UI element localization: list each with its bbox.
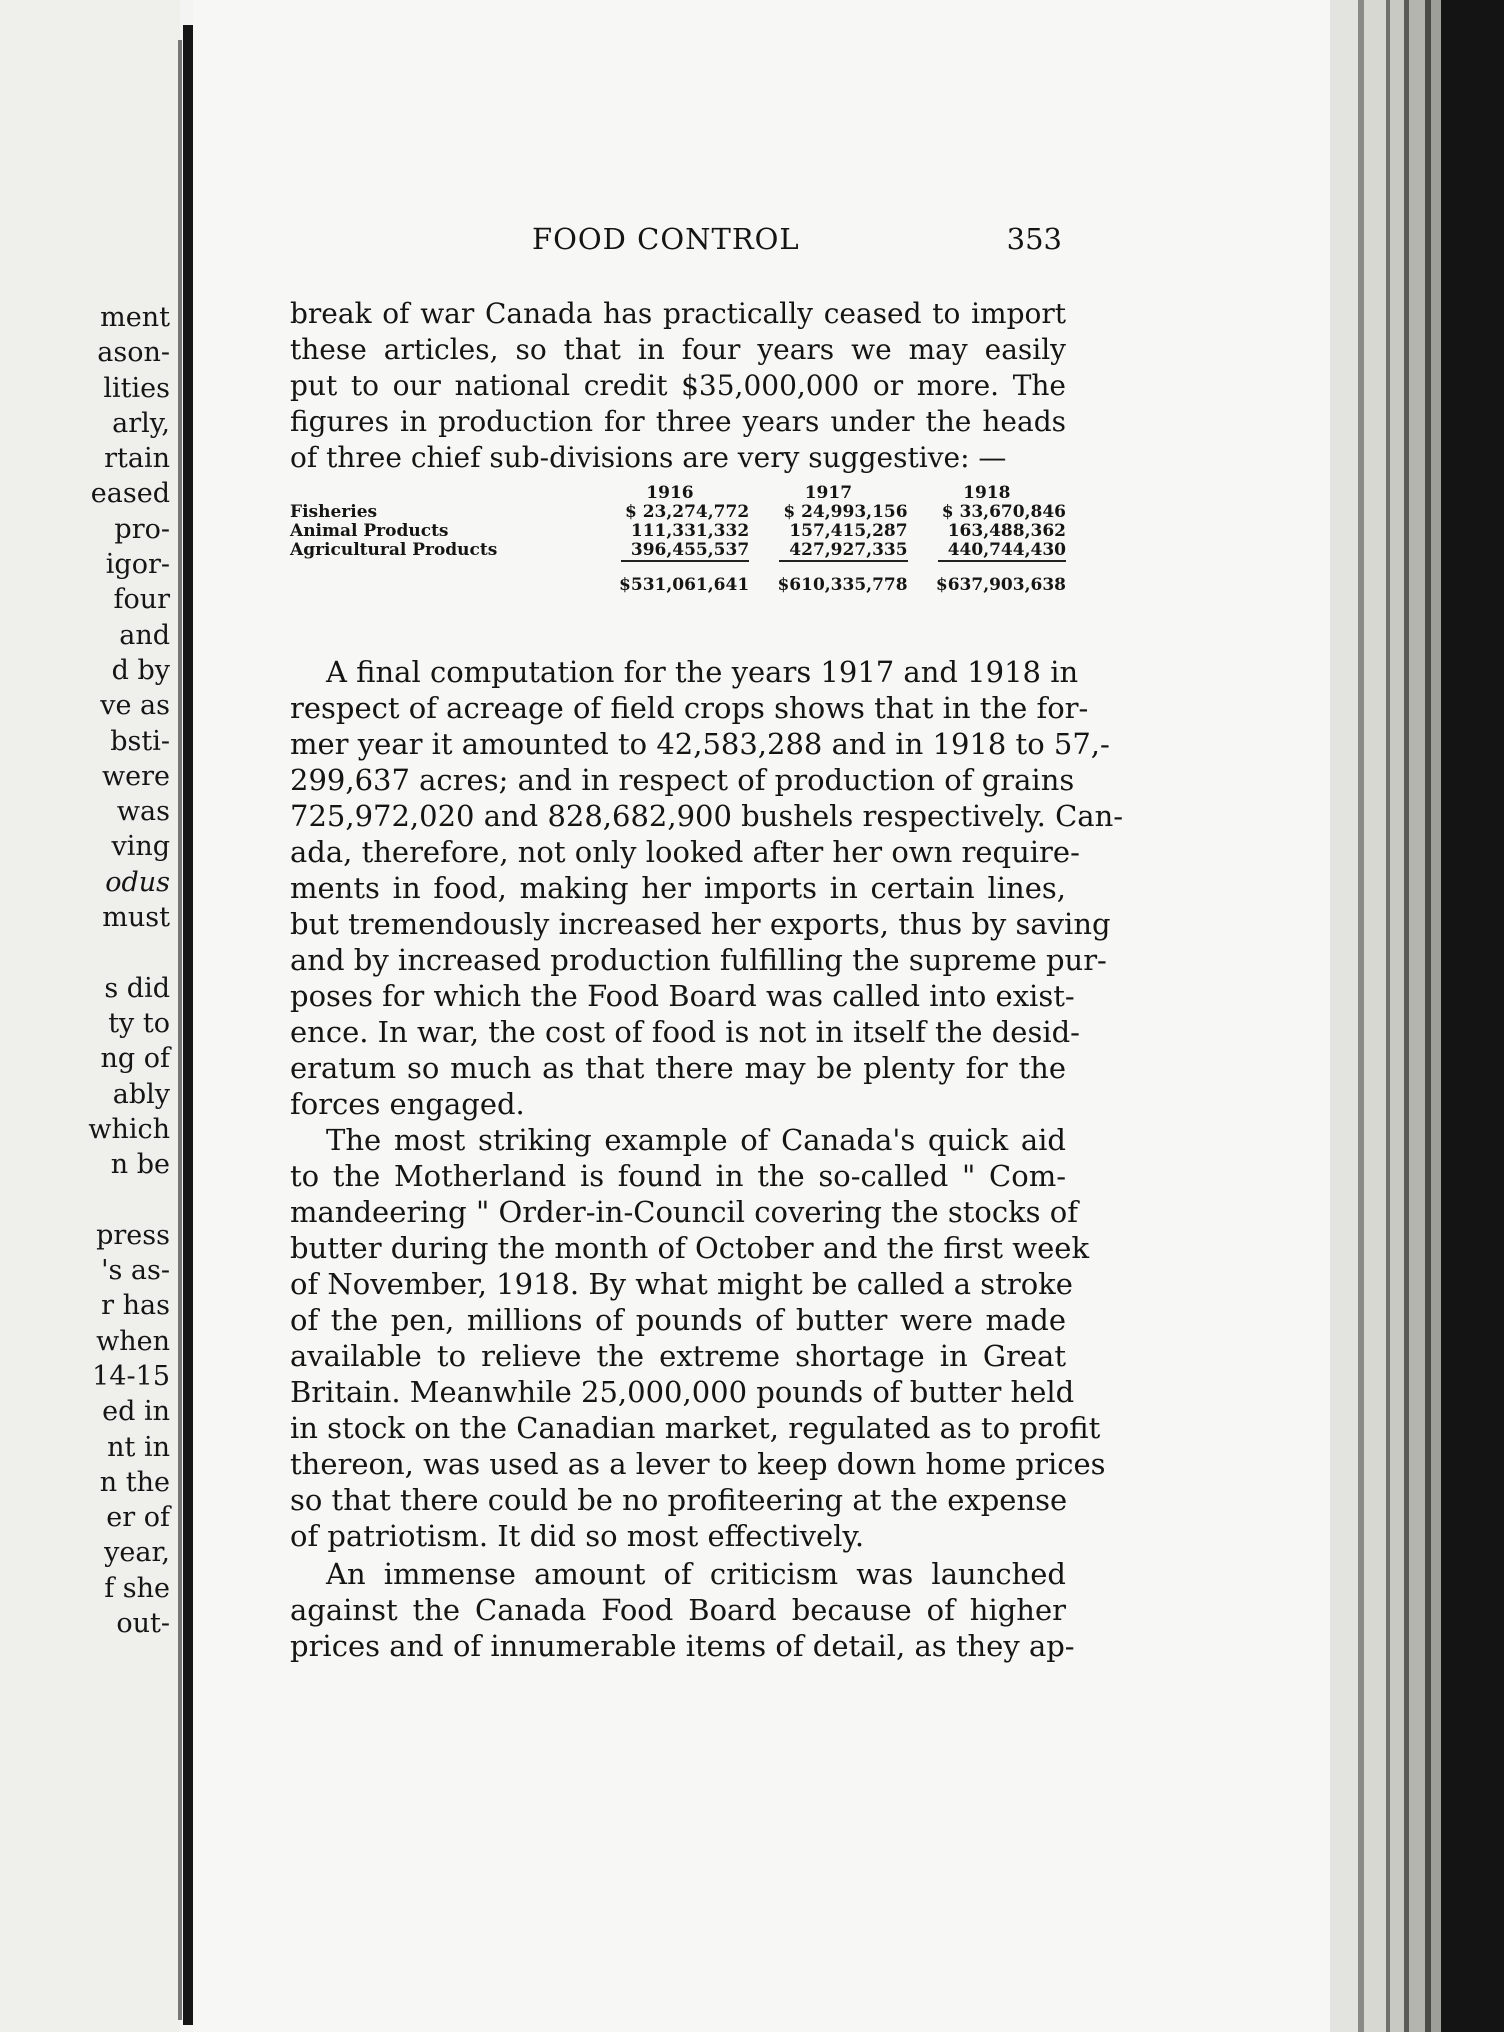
left-page-text bbox=[0, 300, 170, 1641]
year-header: 1916 bbox=[646, 483, 694, 503]
text-line: eratum so much as that there may be plenty for the bbox=[290, 1051, 1066, 1085]
left-page-line: rtain bbox=[104, 443, 170, 475]
text-line: these articles, so that in four years we may easily bbox=[290, 333, 1066, 366]
left-page-line: er of bbox=[106, 1502, 170, 1534]
text-line: 725,972,020 and 828,682,900 bushels respectively. Can- bbox=[290, 799, 1124, 833]
left-page-line: arly, bbox=[112, 407, 170, 439]
table-cell: 157,415,287 bbox=[789, 521, 908, 541]
paragraph-2 bbox=[290, 654, 1124, 1122]
total-cell: $637,903,638 bbox=[935, 575, 1066, 595]
table-cell: $ 23,274,772 bbox=[624, 502, 750, 522]
paragraph-4 bbox=[290, 1556, 1075, 1664]
text-line: forces engaged. bbox=[290, 1087, 525, 1121]
left-page-line: must bbox=[102, 902, 170, 934]
text-line: available to relieve the extreme shortage in Great bbox=[290, 1339, 1066, 1373]
left-page-line: 's as- bbox=[101, 1255, 170, 1287]
table-cell: 163,488,362 bbox=[947, 521, 1066, 541]
left-page-line: lities bbox=[103, 372, 170, 404]
left-page-line bbox=[0, 1182, 170, 1217]
table-row bbox=[290, 503, 1066, 522]
left-page-line: s did bbox=[104, 972, 170, 1004]
left-page-line: year, bbox=[104, 1537, 170, 1569]
left-page-line: igor- bbox=[105, 549, 170, 581]
text-line: against the Canada Food Board because of higher bbox=[290, 1593, 1066, 1627]
text-line: of November, 1918. By what might be called a stroke bbox=[290, 1267, 1073, 1301]
table-cell: 396,455,537 bbox=[630, 540, 750, 560]
text-line: mer year it amounted to 42,583,288 and in 1918 to 57,- bbox=[290, 727, 1110, 761]
left-page-line: n the bbox=[99, 1466, 170, 1498]
text-line: ada, therefore, not only looked after her own require- bbox=[290, 835, 1080, 869]
text-line: respect of acreage of field crops shows that in the for- bbox=[290, 691, 1089, 725]
left-page-line bbox=[0, 935, 170, 970]
text-line: The most striking example of Canada's quick aid bbox=[326, 1123, 1066, 1157]
text-line: Britain. Meanwhile 25,000,000 pounds of butter held bbox=[290, 1375, 1075, 1409]
left-page-line: was bbox=[116, 796, 170, 828]
left-page-line: eased bbox=[90, 478, 170, 510]
text-line: of patriotism. It did so most effectively. bbox=[290, 1519, 865, 1553]
text-line: of the pen, millions of pounds of butter were made bbox=[290, 1303, 1066, 1337]
left-page-line: f she bbox=[104, 1572, 170, 1604]
left-page-line: which bbox=[88, 1113, 170, 1145]
left-page bbox=[0, 0, 180, 2032]
left-page-line: pro- bbox=[114, 513, 170, 545]
paragraph-3 bbox=[290, 1122, 1106, 1554]
table-cell: $ 24,993,156 bbox=[783, 502, 908, 522]
text-line: ments in food, making her imports in certain lines, bbox=[290, 871, 1066, 905]
left-page-line: r has bbox=[101, 1290, 170, 1322]
production-table bbox=[290, 484, 1066, 595]
year-header: 1917 bbox=[804, 483, 853, 503]
left-page-line: were bbox=[102, 760, 170, 792]
text-line: break of war Canada has practically ceased to import bbox=[290, 297, 1066, 330]
page-number: 353 bbox=[1006, 222, 1062, 256]
text-line: and by increased production fulfilling the supreme pur- bbox=[290, 943, 1107, 977]
left-page-line: odus bbox=[105, 866, 170, 898]
left-page-line: and bbox=[119, 619, 170, 651]
table-cell: 440,744,430 bbox=[947, 540, 1066, 560]
text-line: mandeering " Order-in-Council covering the stocks of bbox=[290, 1195, 1078, 1229]
text-line: put to our national credit $35,000,000 or more. The bbox=[290, 369, 1066, 402]
year-header: 1918 bbox=[963, 483, 1011, 503]
text-line: poses for which the Food Board was called into exist- bbox=[290, 979, 1075, 1013]
text-line: but tremendously increased her exports, thus by saving bbox=[290, 907, 1111, 941]
left-page-line: ably bbox=[112, 1078, 170, 1110]
table-cell: 427,927,335 bbox=[789, 540, 908, 560]
left-page-line: when bbox=[96, 1325, 170, 1357]
left-page-line: out- bbox=[116, 1607, 170, 1639]
table-total-row bbox=[290, 560, 1066, 595]
left-page-line: press bbox=[96, 1219, 170, 1251]
text-line: ence. In war, the cost of food is not in itself the desid- bbox=[290, 1015, 1080, 1049]
running-header bbox=[292, 222, 1062, 262]
table-row bbox=[290, 541, 1066, 560]
row-label: Animal Products bbox=[290, 521, 449, 541]
left-page-line: nt in bbox=[107, 1431, 170, 1463]
text-line: figures in production for three years under the heads bbox=[290, 405, 1066, 438]
running-title: FOOD CONTROL bbox=[532, 222, 800, 256]
text-line: butter during the month of October and the first week bbox=[290, 1231, 1090, 1265]
left-page-line: bsti- bbox=[110, 725, 170, 757]
left-page-line: 14-15 bbox=[92, 1360, 170, 1392]
left-page-line: ment bbox=[100, 302, 170, 333]
text-line: thereon, was used as a lever to keep down home prices bbox=[290, 1447, 1106, 1481]
text-line: of three chief sub-divisions are very suggestive: — bbox=[290, 441, 1007, 474]
table-cell: 111,331,332 bbox=[630, 521, 750, 541]
text-line: prices and of innumerable items of detail, as they ap- bbox=[290, 1629, 1075, 1663]
text-line: in stock on the Canadian market, regulated as to profit bbox=[290, 1411, 1101, 1445]
row-label: Agricultural Products bbox=[290, 540, 498, 560]
text-line: An immense amount of criticism was launched bbox=[326, 1557, 1066, 1591]
total-cell: $531,061,641 bbox=[619, 575, 750, 595]
table-cell: $ 33,670,846 bbox=[941, 502, 1066, 522]
left-page-line: d by bbox=[111, 654, 170, 686]
left-page-line: ed in bbox=[102, 1396, 170, 1428]
table-row bbox=[290, 522, 1066, 541]
text-line: A final computation for the years 1917 and 1918 in bbox=[326, 655, 1079, 689]
left-page-line: ty to bbox=[108, 1007, 170, 1039]
left-page-line: ve as bbox=[100, 690, 170, 722]
row-label: Fisheries bbox=[290, 502, 378, 522]
text-line: to the Motherland is found in the so-called " Com- bbox=[290, 1159, 1066, 1193]
left-page-line: ng of bbox=[100, 1043, 170, 1075]
book-gutter bbox=[183, 25, 193, 2025]
left-page-line: ason- bbox=[97, 337, 170, 369]
total-cell: $610,335,778 bbox=[777, 575, 908, 595]
text-line: 299,637 acres; and in respect of production of grains bbox=[290, 763, 1075, 797]
left-page-line: n be bbox=[110, 1149, 170, 1181]
paragraph-1 bbox=[290, 296, 1066, 476]
left-page-line: four bbox=[113, 584, 170, 616]
table-header-row bbox=[290, 484, 1066, 503]
text-line: so that there could be no profiteering at the expense bbox=[290, 1483, 1068, 1517]
gutter-shadow bbox=[178, 40, 182, 2020]
left-page-line: ving bbox=[111, 831, 170, 863]
